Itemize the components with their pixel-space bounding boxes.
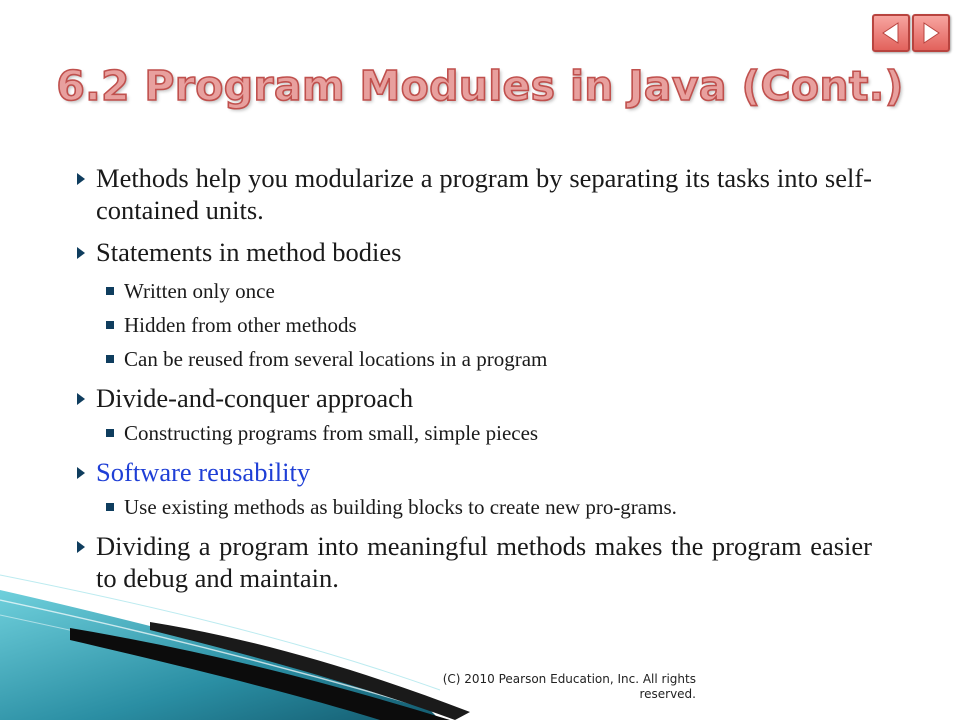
square-bullet-icon bbox=[106, 355, 114, 363]
bullet-text: Dividing a program into meaningful methods makes the program easier to debug and maintain. bbox=[96, 531, 872, 593]
slide-title: 6.2 Program Modules in Java (Cont.) bbox=[56, 62, 904, 110]
sub-bullet-item bbox=[72, 312, 872, 338]
sub-bullet-text: Use existing methods as building blocks to create new pro-grams. bbox=[124, 495, 677, 519]
bullet-text: Statements in method bodies bbox=[96, 237, 402, 267]
copyright-notice: (C) 2010 Pearson Education, Inc. All rights reserved. bbox=[442, 672, 696, 701]
bullet-item bbox=[72, 236, 872, 268]
slide-content bbox=[72, 162, 872, 604]
square-bullet-icon bbox=[106, 287, 114, 295]
square-bullet-icon bbox=[106, 503, 114, 511]
sub-bullet-text: Written only once bbox=[124, 279, 275, 303]
sub-bullet-text: Constructing programs from small, simple pieces bbox=[124, 421, 539, 445]
arrow-bullet-icon bbox=[77, 541, 85, 553]
next-slide-button[interactable] bbox=[912, 14, 950, 52]
sub-bullet-item bbox=[72, 420, 872, 446]
arrow-bullet-icon bbox=[77, 393, 85, 405]
bullet-item bbox=[72, 382, 872, 414]
sub-bullet-text: Can be reused from several locations in a program bbox=[124, 347, 548, 371]
bullet-text: Methods help you modularize a program by separating its tasks into self-contained units. bbox=[96, 163, 872, 225]
sub-bullet-text: Hidden from other methods bbox=[124, 313, 357, 337]
arrow-bullet-icon bbox=[77, 247, 85, 259]
triangle-left-icon bbox=[874, 16, 908, 50]
bullet-item-highlighted bbox=[72, 456, 872, 488]
sub-bullet-item bbox=[72, 494, 872, 520]
bullet-item bbox=[72, 530, 872, 594]
bullet-text: Software reusability bbox=[96, 457, 311, 487]
arrow-bullet-icon bbox=[77, 467, 85, 479]
previous-slide-button[interactable] bbox=[872, 14, 910, 52]
arrow-bullet-icon bbox=[77, 173, 85, 185]
square-bullet-icon bbox=[106, 429, 114, 437]
bullet-item bbox=[72, 162, 872, 226]
bullet-text: Divide-and-conquer approach bbox=[96, 383, 414, 413]
triangle-right-icon bbox=[914, 16, 948, 50]
sub-bullet-item bbox=[72, 278, 872, 304]
square-bullet-icon bbox=[106, 321, 114, 329]
sub-bullet-item bbox=[72, 346, 872, 372]
